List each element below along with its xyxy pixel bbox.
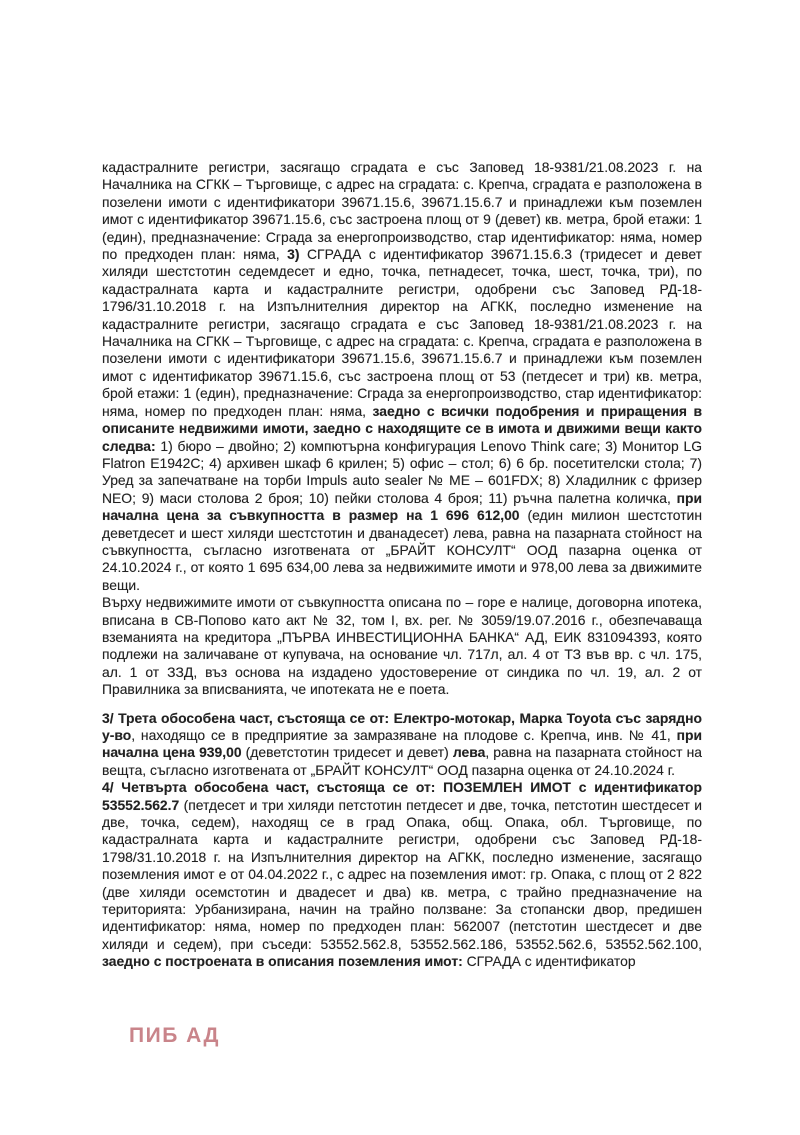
text-segment: СГРАДА с идентификатор	[462, 953, 636, 970]
bold-text-segment: 4/ Четвърта обособена част, състояща се от: ПОЗЕМЛЕН ИМОТ с идентификатор 53552.562.7	[102, 779, 702, 813]
bold-text-segment: при начална цена 939,00	[102, 727, 702, 761]
text-segment: (деветстотин тридесет и девет)	[241, 744, 453, 761]
text-segment: 1) бюро – двойно; 2) компютърна конфигурация Lenovo Think care; 3) Монитор LG Flatron E1942C; 4) архивен шкаф 6 крилен; 5) офис – стол; 6) 6 бр. посетителски стола; 7) Уред за запечатване на торби Impuls auto sealer № МЕ – 601FDX; 8) Хладилник с фризер NEO; 9) маси столова 2 броя; 10) пейки столова 4 броя; 11) ръчна палетна количка,	[102, 437, 702, 506]
text-segment: , равна на пазарната стойност на вещта, съгласно изготвената от „БРАЙТ КОНСУЛТ“ ООД пазарна оценка от 24.10.2024 г.	[102, 744, 702, 778]
bold-text-segment: 3)	[287, 246, 300, 263]
bold-text-segment: при начална цена за съвкупността в размер на 1 696 612,00	[102, 489, 702, 524]
bold-text-segment: лева	[452, 744, 486, 761]
bold-text-segment: 3/ Трета обособена част, състояща се от: Електро-мотокар, Марка Toyota със зарядно у-во	[102, 709, 702, 743]
text-segment: (петдесет и три хиляди петстотин петдесет и две, точка, петстотин шестдесет и две, точка, седем), находящ се в град Опака, общ. Опака, обл. Търговище, по кадастралната карта и кадастралните регистри, одобрени със Заповед РД-18-1798/31.10.2018 г. на Изпълнителния директор на АГКК, последно изменение, засягащо поземления имот е от 04.04.2022 г., с адрес на поземления имот: гр. Опака, с площ от 2 822 (две хиляди осемстотин и двадесет и два) кв. метра, с трайно предназначение на територията: Урбанизирана, начин на трайно ползване: За стопански двор, предишен идентификатор: няма, номер по предходен план: 562007 (петстотин шестдесет и две хиляди и седем), при съседи: 53552.562.8, 53552.562.186, 53552.562.6, 53552.562.100,	[102, 796, 702, 952]
bank-watermark: ПИБ АД	[129, 1024, 221, 1047]
bold-text-segment: заедно с всички подобрения и приращения в описаните недвижими имоти, заедно с находящите се в имота и движими вещи както следва:	[102, 402, 702, 454]
mortgage-note	[102, 594, 702, 698]
text-segment: кадастралните регистри, засягащо сградата е със Заповед 18-9381/21.08.2023 г. на Началника на СГКК – Търговище, с адрес на сградата: с. Крепча, сградата е разположена в позелени имоти с идентификатори 39671.15.6, 39671.15.6.7 и принадлежи към поземлен имот с идентификатор 39671.15.6, със застроена площ от 9 (девет) кв. метра, брой етажи: 1 (един), предназначение: Сграда за енергопроизводство, стар идентификатор: няма, номер по предходен план: няма,	[102, 159, 702, 263]
text-segment: , находящо се в предприятие за замразяване на плодове с. Крепча, инв. № 41,	[131, 727, 677, 743]
text-segment: СГРАДА с идентификатор 39671.15.6.3 (тридесет и девет хиляди шестстотин седемдесет и едно, точка, петнадесет, точка, шест, точка, три), по кадастралната карта и кадастралните регистри, одобрени със Заповед РД-18-1796/31.10.2018 г. на Изпълнителния директор на АГКК, последно изменение на кадастралните регистри, засягащо сградата е със Заповед 18-9381/21.08.2023 г. на Началника на СГКК – Търговище, с адрес на сградата: с. Крепча, сградата е разположена в позелени имоти с идентификатори 39671.15.6, 39671.15.6.7 и принадлежи към поземлен имот с идентификатор 39671.15.6, със застроена площ от 53 (петдесет и три) кв. метра, брой етажи: 1 (един), предназначение: Сграда за енергопроизводство, стар идентификатор: няма, номер по предходен план: няма,	[102, 246, 702, 419]
text-segment: Върху недвижимите имоти от съвкупността описана по – горе е налице, договорна ипотека, вписана в СВ-Попово като акт № 32, том I, вх. рег. № 3059/19.07.2016 г., обезпечаваща вземанията на кредитора „ПЪРВА ИНВЕСТИЦИОННА БАНКА“ АД, ЕИК 831094393, която подлежи на заличаване от купувача, на основание чл. 717л, ал. 4 от ТЗ във вр. с чл. 175, ал. 1 от ЗЗД, въз основа на издадено удостоверение от синдика по чл. 19, ал. 2 от Правилника за вписванията, че ипотеката не е поета.	[102, 594, 702, 698]
text-segment: (един милион шестстотин деветдесет и шест хиляди шестстотин и дванадесет) лева, равна на пазарната стойност на съвкупността, съгласно изготвената от „БРАЙТ КОНСУЛТ“ ООД пазарна оценка от 24.10.2024 г., от която 1 695 634,00 лева за недвижимите имоти и 978,00 лева за движимите вещи.	[102, 507, 702, 593]
clause-fourth-separate-part	[102, 779, 702, 970]
bold-text-segment: заедно с построената в описания поземления имот:	[102, 953, 463, 970]
clause-building-descriptions	[102, 159, 702, 594]
document-body	[102, 159, 702, 971]
clause-third-separate-part	[102, 710, 702, 780]
